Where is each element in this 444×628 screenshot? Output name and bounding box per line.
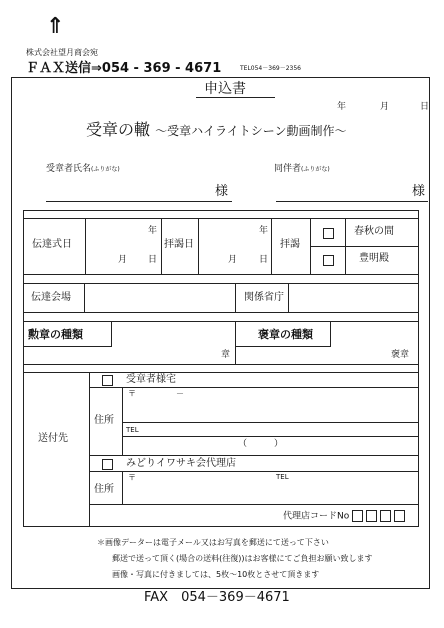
companion-sama: 様 (412, 184, 426, 199)
agency-name: みどりイワサキ会代理店 (126, 458, 236, 469)
audience-year: 年 (259, 226, 269, 236)
homei-den-label: 豊明殿 (359, 253, 389, 264)
tel-label-1: TEL (126, 426, 139, 434)
address-field-2[interactable] (123, 472, 418, 504)
spring-autumn-hall-checkbox[interactable] (323, 228, 334, 239)
product-title (86, 122, 347, 138)
medal-suffix: 褒章 (391, 350, 410, 360)
ceremony-year: 年 (148, 226, 158, 236)
address-label-1: 住所 (94, 415, 114, 426)
audience-month: 月 (228, 255, 238, 265)
venue-field[interactable] (85, 284, 235, 312)
ceremony-date-label: 伝達式日 (32, 239, 72, 250)
recipient-name-underline (46, 201, 232, 202)
date-year: 年 (337, 102, 347, 112)
product-title-main: 受章の轍 (86, 120, 151, 139)
agency-code (283, 510, 405, 522)
product-subtitle: ～受章ハイライトシーン動画制作～ (155, 124, 347, 138)
companion-name-underline (276, 201, 428, 202)
recipient-sama: 様 (215, 184, 229, 199)
companion-furigana: (ふりがな) (301, 166, 330, 173)
send-to-label: 送付先 (38, 433, 68, 444)
note-line-2: 郵送で送って頂く(場合の送料(往復))はお客様にてご負担お願い致します (112, 554, 373, 563)
date-day: 日 (420, 102, 430, 112)
ministry-field[interactable] (289, 284, 418, 312)
address-label-2: 住所 (94, 484, 114, 495)
companion-name-text: 同伴者 (274, 164, 302, 174)
tel-parens: （ ） (238, 439, 284, 449)
recipient-name-label (46, 165, 120, 174)
audience-date-label: 拝謁日 (164, 239, 194, 250)
ministry-label: 関係省庁 (244, 292, 284, 303)
ceremony-day: 日 (148, 255, 158, 265)
spring-autumn-hall-label: 春秋の間 (354, 226, 394, 237)
recipient-name-field[interactable] (46, 178, 232, 202)
tel-field-1[interactable] (140, 423, 418, 435)
medal-type-label: 褒章の種類 (258, 328, 313, 341)
recipient-home-checkbox[interactable] (102, 375, 113, 386)
companion-name-label (274, 165, 330, 174)
fax-send-number: ＦＡＸ送信⇒054 - 369 - 4671 (26, 61, 222, 76)
agency-code-box-3[interactable] (380, 510, 391, 522)
address-field-1[interactable] (123, 388, 418, 422)
order-suffix: 章 (221, 350, 231, 360)
audience-place-label: 拝謁 (280, 239, 300, 250)
order-type-field[interactable] (24, 347, 234, 364)
agency-code-box-4[interactable] (394, 510, 405, 522)
recipient-name-text: 受章者氏名 (46, 164, 92, 174)
agency-checkbox[interactable] (102, 459, 113, 470)
postal-mark-1: 〒 (128, 389, 136, 398)
recipient-home-label: 受章者様宅 (126, 374, 176, 385)
form-title: 申込書 (204, 81, 246, 97)
agency-code-box-2[interactable] (366, 510, 377, 522)
note-line-3: 画像・写真に付きましては、5枚～10枚とさせて頂きます (112, 570, 320, 579)
recipient-furigana: (ふりがな) (91, 166, 120, 173)
footer-fax: FAX 054－369－4671 (144, 590, 290, 605)
agency-code-label: 代理店コードNo (283, 511, 350, 522)
order-type-label: 勲章の種類 (28, 328, 83, 341)
agency-code-box-1[interactable] (352, 510, 363, 522)
up-arrow-icon: ⇑ (46, 14, 65, 39)
companion-name-field[interactable] (276, 178, 429, 202)
note-line-1: ＊画像データーは電子メール又はお写真を郵送にて送って下さい (97, 538, 329, 547)
company-addressee: 株式会社望月商会宛 (26, 48, 98, 57)
homei-den-checkbox[interactable] (323, 255, 334, 266)
date-month: 月 (380, 102, 390, 112)
postal-mark-2: 〒 (128, 473, 136, 482)
title-divider (196, 97, 275, 98)
postal-dash-1: － (176, 389, 184, 398)
tel-label-2: TEL (276, 473, 289, 481)
ceremony-month: 月 (118, 255, 128, 265)
tel-number: TEL054－369－2356 (240, 65, 301, 72)
venue-label: 伝達会場 (31, 292, 71, 303)
audience-day: 日 (259, 255, 269, 265)
